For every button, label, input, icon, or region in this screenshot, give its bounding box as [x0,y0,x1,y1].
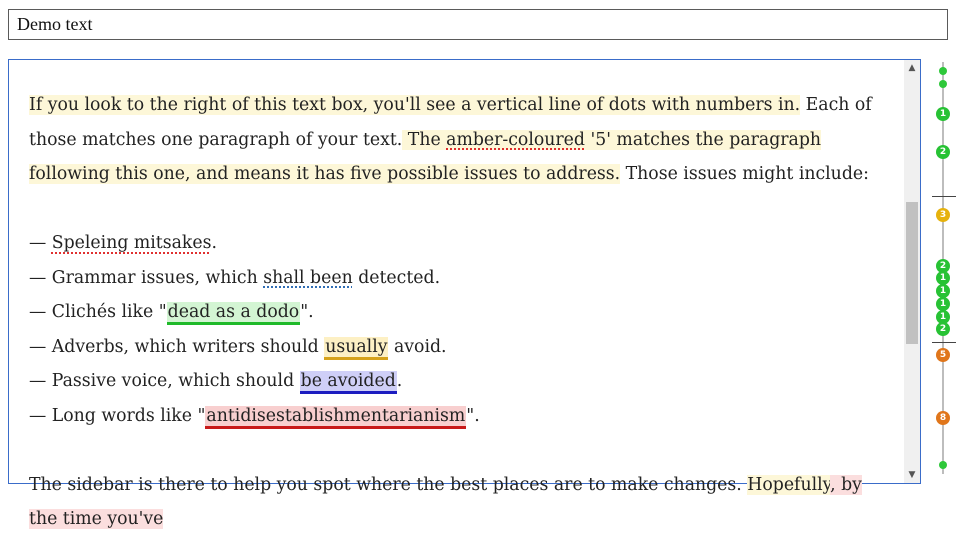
spelling-issue[interactable]: amber-coloured [446,129,585,150]
amber-sentence-prefix: The [402,129,447,150]
list-item [29,364,889,399]
list-item-text: . [396,371,403,391]
list-item-text: . [211,233,217,253]
paragraph-dot[interactable] [939,80,947,88]
paragraph-marker[interactable]: 2 [936,322,950,336]
list-item [29,226,889,261]
paragraph-marker[interactable]: 2 [936,259,950,273]
paragraph-3 [29,468,889,537]
paragraph-dot[interactable] [939,67,947,75]
paragraph-marker[interactable]: 1 [936,107,950,121]
list-item-text: — [29,233,52,253]
paragraph-marker[interactable]: 1 [936,297,950,311]
long-word-highlight[interactable]: antidisestablishmentarianism [205,406,466,429]
list-item-text: ". [466,405,480,426]
sentence: Each of those matches one paragraph of your text. [29,95,872,150]
sentence: Those issues might include: [620,164,869,184]
list-item-text: ". [300,302,314,322]
editor-content[interactable] [29,88,889,537]
paragraph-sidebar [930,58,956,488]
text-editor[interactable] [8,59,921,529]
sidebar-divider [932,342,956,343]
title-input[interactable] [8,9,948,40]
paragraph-marker[interactable]: 2 [936,145,950,159]
list-item-text: — Long words like " [29,405,206,426]
amber-sentence-suffix: '5' matches the paragraph following this one, and means it has five possible issues to address. [29,129,822,184]
passive-voice-highlight[interactable]: be avoided [300,371,397,394]
list-item-text: — Passive voice, which should [29,371,300,391]
list-item-text: detected. [352,267,441,288]
paragraph-marker[interactable]: 8 [936,411,950,425]
list-item [29,399,889,434]
adverb-highlight[interactable]: Hopefully [747,474,831,495]
paragraph-marker[interactable]: 3 [936,208,950,222]
paragraph-marker[interactable]: 5 [936,348,950,362]
cliche-highlight[interactable]: dead as a dodo [167,302,301,325]
adverb-highlight[interactable]: usually [324,337,388,360]
scroll-thumb[interactable] [906,202,918,344]
amber-sentence: If you look to the right of this text box, you'll see a vertical line of dots with numbers in. [29,95,801,115]
list-item [29,330,889,365]
amber-sentence: , by the time you've [29,474,862,529]
list-item-text: avoid. [388,336,447,357]
list-item-text: — Grammar issues, which [29,267,264,288]
list-item [29,261,889,296]
paragraph-marker[interactable]: 1 [936,310,950,324]
sidebar-divider [932,196,956,197]
paragraph-dot[interactable] [939,461,947,469]
paragraph-marker[interactable]: 1 [936,271,950,285]
sentence: The sidebar is there to help you spot where the best places are to make changes. [29,474,748,495]
list-item-text: — Clichés like " [29,302,167,322]
editor-scrollbar[interactable] [904,60,920,483]
paragraph-marker[interactable]: 1 [936,284,950,298]
scroll-up-icon[interactable]: ▲ [908,63,916,73]
grammar-issue[interactable]: shall been [263,267,353,288]
list-item-text: — Adverbs, which writers should [29,336,325,357]
scroll-down-icon[interactable]: ▼ [908,470,916,480]
paragraph-1 [29,88,889,192]
spelling-issue[interactable]: Speleing mitsakes [51,233,212,253]
list-item [29,295,889,330]
